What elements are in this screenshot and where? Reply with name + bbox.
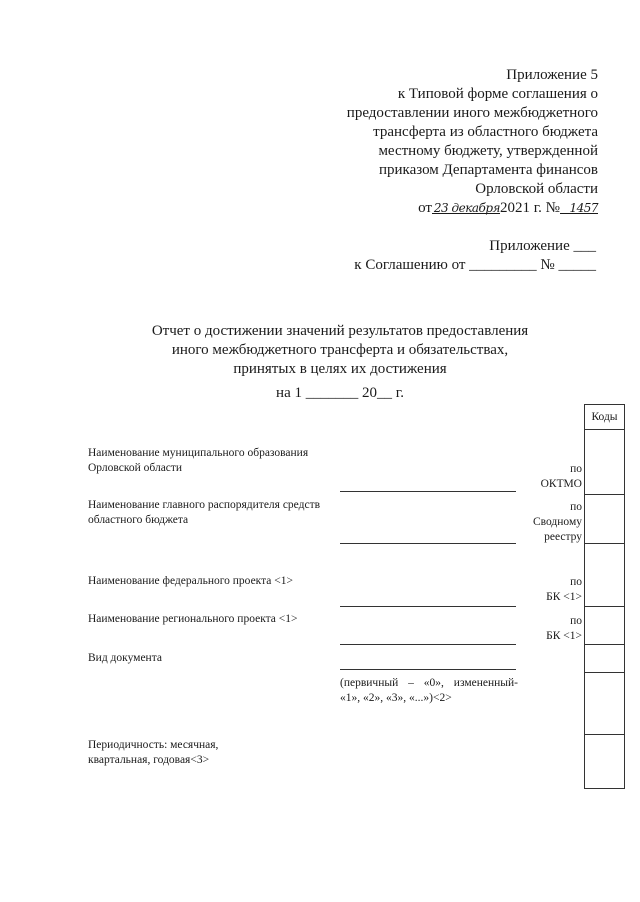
code-label-line: по xyxy=(570,463,582,475)
appendix-line: Приложение ___ xyxy=(489,238,596,254)
code-label-line: по xyxy=(570,615,582,627)
input-line-municipality[interactable] xyxy=(340,491,516,492)
code-label-line: по xyxy=(570,501,582,513)
code-cell-divider xyxy=(585,494,624,495)
handwritten-date: 23 декабря xyxy=(433,201,500,215)
field-regional-project: Наименование регионального проекта <1> xyxy=(88,613,298,625)
code-label-bk-regional xyxy=(520,614,582,644)
doc-type-hint: (первичный – «0», измененный- «1», «2», «3», «...»)<2> xyxy=(340,677,518,704)
date-suffix: 2021 г. № xyxy=(499,200,560,216)
appendix-line: к Соглашению от _________ № _____ xyxy=(354,257,596,273)
code-label-line: ОКТМО xyxy=(540,478,582,490)
appendix-block xyxy=(300,237,596,275)
field-doc-type: Вид документа xyxy=(88,652,162,664)
header-block xyxy=(300,66,598,218)
code-label-line: БК <1> xyxy=(546,591,582,603)
header-date-line xyxy=(300,199,598,218)
code-cell-divider xyxy=(585,543,624,544)
code-label-svod xyxy=(520,500,582,545)
field-federal-project: Наименование федерального проекта <1> xyxy=(88,575,293,587)
code-label-line: реестру xyxy=(544,531,582,543)
code-cell-divider xyxy=(585,644,624,645)
header-line: Приложение 5 xyxy=(506,67,598,83)
code-cell-divider xyxy=(585,606,624,607)
code-label-oktmo xyxy=(520,462,582,492)
code-label-line: по xyxy=(570,576,582,588)
codes-column xyxy=(584,429,625,789)
title-line: Отчет о достижении значений результатов предоставления xyxy=(151,323,529,339)
code-cell-divider xyxy=(585,672,624,673)
input-line-federal-project[interactable] xyxy=(340,606,516,607)
code-label-line: БК <1> xyxy=(546,630,582,642)
header-line: приказом Департамента финансов xyxy=(378,162,598,178)
field-municipality: Наименование муниципального образования Орловской области xyxy=(88,447,309,474)
header-line: местному бюджету, утвержденной xyxy=(378,143,598,159)
handwritten-number: 1457 xyxy=(560,199,598,214)
header-line: трансферта из областного бюджета xyxy=(373,124,598,140)
header-line: предоставлении иного межбюджетного xyxy=(346,105,598,121)
report-date-line: на 1 _______ 20__ г. xyxy=(276,385,404,401)
field-periodicity: Периодичность: месячная, квартальная, годовая<3> xyxy=(88,739,219,766)
title-line: иного межбюджетного трансферта и обязательствах, xyxy=(171,342,509,358)
report-title xyxy=(120,322,560,379)
title-line: принятых в целях их достижения xyxy=(233,361,447,377)
codes-header-cell xyxy=(584,404,625,430)
code-label-bk-federal xyxy=(520,575,582,605)
codes-header: Коды xyxy=(591,411,618,423)
field-main-manager: Наименование главного распорядителя средств областного бюджета xyxy=(88,499,321,526)
date-prefix: от xyxy=(418,200,432,216)
input-line-main-manager[interactable] xyxy=(340,543,516,544)
header-line: к Типовой форме соглашения о xyxy=(397,86,598,102)
input-line-doc-type[interactable] xyxy=(340,669,516,670)
code-cell-divider xyxy=(585,734,624,735)
code-label-line: Сводному xyxy=(532,516,582,528)
input-line-regional-project[interactable] xyxy=(340,644,516,645)
header-line: Орловской области xyxy=(475,181,598,197)
